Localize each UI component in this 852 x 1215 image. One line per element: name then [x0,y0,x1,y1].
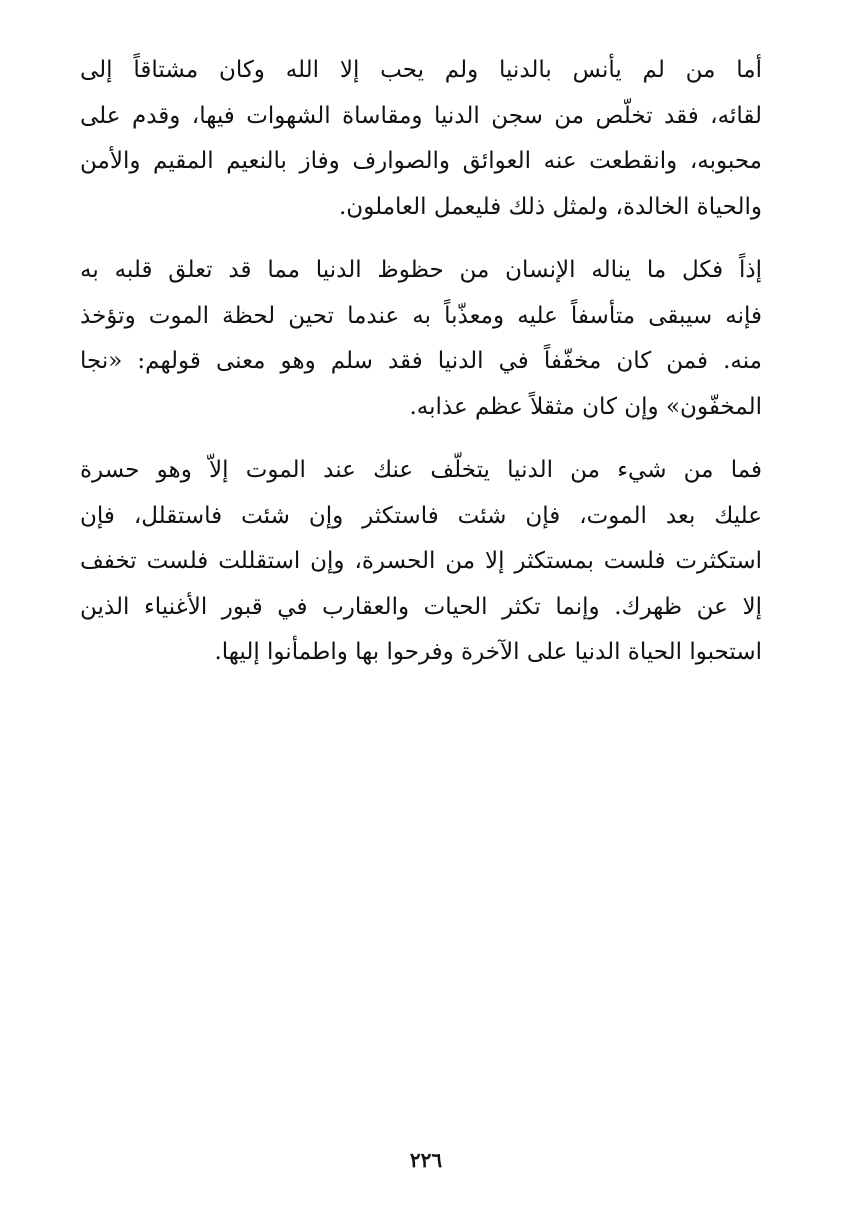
text-line: استحبوا الحياة الدنيا على الآخرة وفرحوا بها واطمأنوا إليها. [214,639,762,665]
text-line: والحياة الخالدة، ولمثل ذلك فليعمل العاملون. [339,193,762,220]
text-line: المخفّون» وإن كان مثقلاً عظم عذابه. [409,393,762,420]
paragraph-1 [80,48,762,230]
text-line: فإنه سيبقى متأسفاً عليه ومعذّباً به عندما تحين لحظة الموت وتؤخذ [80,302,762,329]
paragraph-2 [80,248,762,430]
text-line: لقائه، فقد تخلّص من سجن الدنيا ومقاساة الشهوات فيها، وقدم على [80,102,762,129]
text-line: إلا عن ظهرك. وإنما تكثر الحيات والعقارب في قبور الأغنياء الذين [80,593,762,620]
text-line: استكثرت فلست بمستكثر إلا من الحسرة، وإن استقللت فلست تخفف [80,548,762,574]
text-line: إذاً فكل ما يناله الإنسان من حظوظ الدنيا مما قد تعلق قلبه به [80,257,762,283]
text-line: عليك بعد الموت، فإن شئت فاستكثر وإن شئت فاستقلل، فإن [80,502,762,529]
page-number: ٢٢٦ [409,1148,443,1172]
text-line: فما من شيء من الدنيا يتخلّف عنك عند الموت إلاّ وهو حسرة [80,457,762,483]
text-line: محبوبه، وانقطعت عنه العوائق والصوارف وفاز بالنعيم المقيم والأمن [80,148,762,174]
body-text [80,48,762,694]
text-line: منه. فمن كان مخفّفاً في الدنيا فقد سلم وهو معنى قولهم: «نجا [80,348,762,374]
text-line: أما من لم يأنس بالدنيا ولم يحب إلا الله وكان مشتاقاً إلى [80,57,762,83]
paragraph-3 [80,448,762,676]
